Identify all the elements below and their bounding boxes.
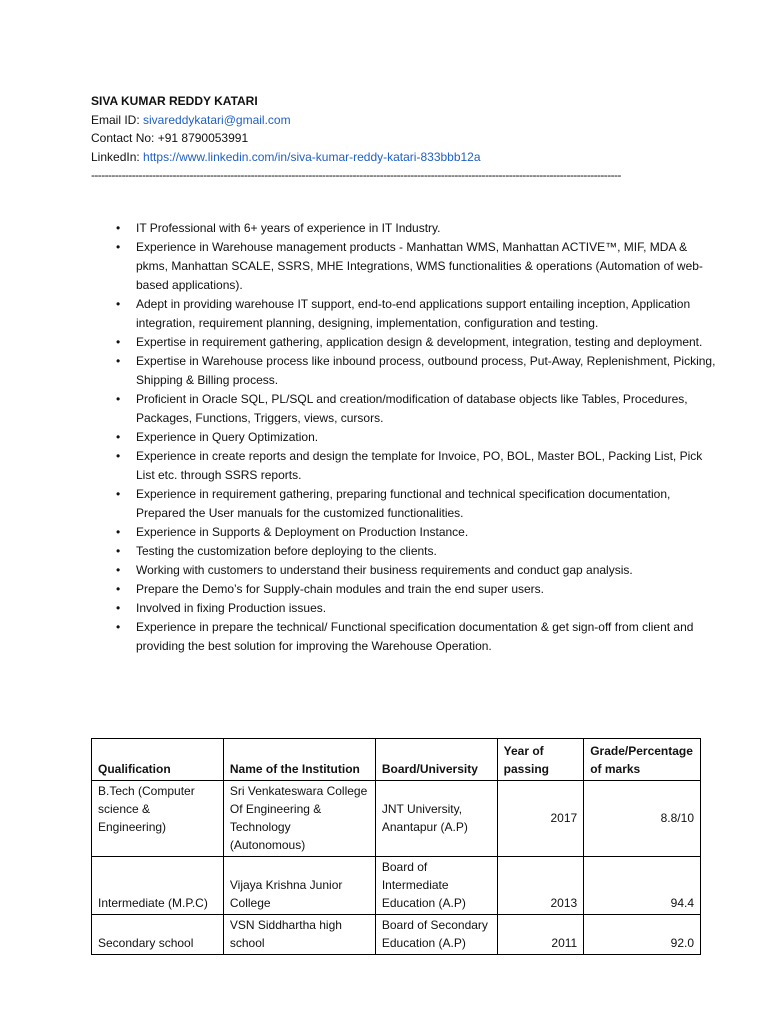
table-header-row: [92, 739, 701, 781]
list-item: • Prepare the Demo’s for Supply-chain modules and train the end super users.: [116, 580, 716, 599]
header-grade: Grade/Percentage of marks: [584, 739, 701, 781]
bullet-icon: •: [116, 392, 121, 406]
contact-header: [91, 92, 731, 185]
cell-board: Board of Secondary Education (A.P): [375, 915, 497, 955]
header-institution: Name of the Institution: [223, 739, 375, 781]
table-row: [92, 781, 701, 857]
summary-list: [116, 219, 716, 656]
contact-number: +91 8790053991: [157, 131, 249, 145]
list-item: • Experience in prepare the technical/ Functional specification documentation & get sign-off from client and providing the best solution for improving the Warehouse Operation.: [116, 620, 694, 653]
list-item: • Proficient in Oracle SQL, PL/SQL and creation/modification of database objects like Tables, Procedures, Packages, Functions, Triggers, views, cursors.: [116, 392, 688, 425]
cell-institution: Sri Venkateswara College Of Engineering & Technology (Autonomous): [223, 781, 375, 857]
linkedin-line: [91, 148, 731, 167]
cell-qualification: Secondary school: [92, 915, 224, 955]
bullet-icon: •: [116, 601, 121, 615]
linkedin-link[interactable]: https://www.linkedin.com/in/siva-kumar-reddy-katari-833bbb12a: [143, 149, 481, 164]
cell-grade: 8.8/10: [584, 781, 701, 857]
list-item: • Expertise in Warehouse process like inbound process, outbound process, Put-Away, Replenishment, Picking, Shipping & Billing process.: [116, 354, 716, 387]
table-row: [92, 915, 701, 955]
cell-grade: 94.4: [584, 857, 701, 915]
bullet-icon: •: [116, 544, 121, 558]
bullet-icon: •: [116, 221, 121, 235]
list-item: • Experience in Query Optimization.: [116, 428, 716, 447]
list-item: • Experience in requirement gathering, preparing functional and technical specification documentation, Prepared the User manuals for the customized functionalities.: [116, 487, 671, 520]
separator-line: ------------------------------------------------------------------------------------------------------------------------------------------------------------: [91, 168, 621, 182]
bullet-icon: •: [116, 582, 121, 596]
bullet-icon: •: [116, 335, 121, 349]
bullet-icon: •: [116, 297, 121, 311]
header-year: Year of passing: [497, 739, 584, 781]
table-row: [92, 857, 701, 915]
list-item: • Testing the customization before deploying to the clients.: [116, 542, 716, 561]
list-item: • IT Professional with 6+ years of experience in IT Industry.: [116, 219, 716, 238]
list-item: • Experience in create reports and design the template for Invoice, PO, BOL, Master BOL, Packing List, Pick List etc. through SSRS reports.: [116, 449, 703, 482]
email-label: Email ID:: [91, 112, 144, 127]
list-item: • Experience in Supports & Deployment on Production Instance.: [116, 523, 716, 542]
bullet-icon: •: [116, 620, 121, 634]
list-item: • Working with customers to understand their business requirements and conduct gap analysis.: [116, 561, 716, 580]
bullet-icon: •: [116, 354, 121, 368]
bullet-icon: •: [116, 240, 121, 254]
bullet-icon: •: [116, 430, 121, 444]
cell-year: 2011: [497, 915, 584, 955]
cell-board: JNT University, Anantapur (A.P): [375, 781, 497, 857]
list-item: • Expertise in requirement gathering, application design & development, integration, testing and deployment.: [116, 333, 716, 352]
linkedin-label: LinkedIn:: [91, 149, 144, 164]
list-item: • Adept in providing warehouse IT support, end-to-end applications support entailing inception, Application integration, requirement planning, designing, implementation, configuration and testing.: [116, 297, 691, 330]
contact-label: Contact No:: [91, 131, 158, 145]
list-item: • Experience in Warehouse management products - Manhattan WMS, Manhattan ACTIVE™, MIF, MDA & pkms, Manhattan SCALE, SSRS, MHE Integrations, WMS functionalities & operations (Automation of web-based applications).: [116, 240, 703, 292]
cell-board: Board of Intermediate Education (A.P): [375, 857, 497, 915]
cell-institution: VSN Siddhartha high school: [223, 915, 375, 955]
header-qualification: Qualification: [92, 739, 224, 781]
cell-year: 2013: [497, 857, 584, 915]
cell-grade: 92.0: [584, 915, 701, 955]
contact-line: [91, 129, 731, 148]
cell-qualification: B.Tech (Computer science & Engineering): [92, 781, 224, 857]
header-board: Board/University: [375, 739, 497, 781]
cell-year: 2017: [497, 781, 584, 857]
bullet-icon: •: [116, 449, 121, 463]
email-link[interactable]: sivareddykatari@gmail.com: [143, 112, 291, 127]
bullet-icon: •: [116, 487, 121, 501]
education-table: [91, 738, 701, 955]
cell-qualification: Intermediate (M.P.C): [92, 857, 224, 915]
list-item: • Involved in fixing Production issues.: [116, 599, 716, 618]
email-line: [91, 111, 731, 130]
candidate-name: SIVA KUMAR REDDY KATARI: [91, 94, 258, 108]
bullet-icon: •: [116, 525, 121, 539]
bullet-icon: •: [116, 563, 121, 577]
cell-institution: Vijaya Krishna Junior College: [223, 857, 375, 915]
